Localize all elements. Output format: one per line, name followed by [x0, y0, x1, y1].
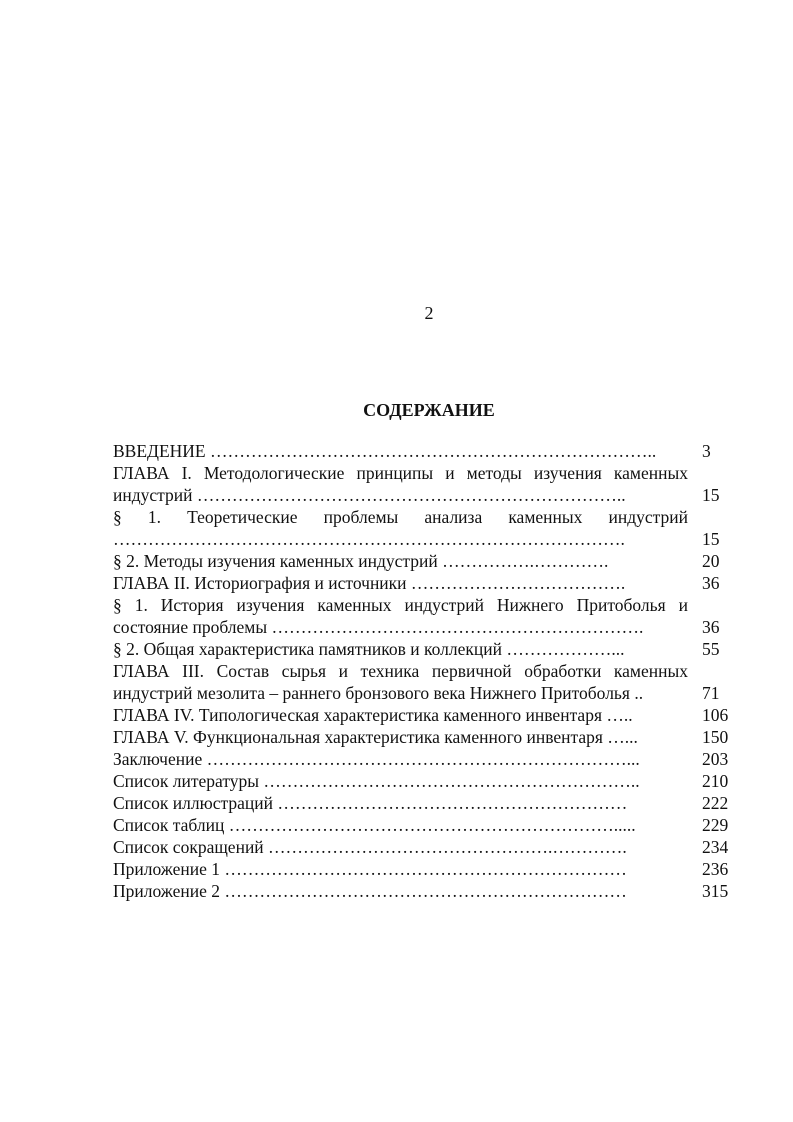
toc-entry-page: 36	[702, 573, 720, 593]
toc-entry-title: …………………………………………………………………………….	[113, 529, 625, 549]
page-number: 2	[424, 303, 434, 323]
toc-entry	[113, 660, 733, 682]
toc-entry-page: 203	[702, 749, 729, 769]
toc-entry-title: Список сокращений ………………………………………….………….	[113, 837, 627, 857]
toc-entry	[113, 484, 733, 506]
toc-entry	[113, 638, 733, 660]
toc-entry-page: 15	[702, 485, 720, 505]
toc-entry-page: 315	[702, 881, 729, 901]
toc-entry-title: ВВЕДЕНИЕ …………………………………………………………………..	[113, 441, 657, 461]
toc-entry	[113, 858, 733, 880]
toc-entry	[113, 880, 733, 902]
toc-heading: СОДЕРЖАНИЕ	[363, 400, 495, 420]
toc-entry	[113, 836, 733, 858]
toc-entry	[113, 726, 733, 748]
toc-entry	[113, 792, 733, 814]
toc-entry-page: 236	[702, 859, 729, 879]
toc-entry-page: 3	[702, 441, 711, 461]
table-of-contents	[113, 440, 733, 902]
toc-entry-title: индустрий ………………………………………………………………..	[113, 485, 626, 505]
toc-entry-page: 150	[702, 727, 729, 747]
toc-entry-title: Список таблиц ………………………………………………………….....	[113, 815, 636, 835]
toc-entry-title: Заключение ………………………………………………………………...	[113, 749, 640, 769]
toc-entry	[113, 594, 733, 616]
toc-entry-title: § 2. Общая характеристика памятников и коллекций ………………...	[113, 639, 625, 659]
toc-entry-title: индустрий мезолита – раннего бронзового века Нижнего Притоболья ..	[113, 683, 644, 703]
toc-entry-title: § 1. История изучения каменных индустрий Нижнего Притоболья и	[113, 595, 688, 615]
toc-entry-title: § 1. Теоретические проблемы анализа каменных индустрий	[113, 507, 688, 527]
toc-entry	[113, 814, 733, 836]
toc-entry	[113, 704, 733, 726]
toc-entry-title: ГЛАВА II. Историография и источники ……………………………….	[113, 573, 626, 593]
toc-entry-page: 20	[702, 551, 720, 571]
toc-entry-title: Приложение 2 ……………………………………………………………	[113, 881, 627, 901]
toc-entry-page: 106	[702, 705, 729, 725]
toc-entry-title: ГЛАВА V. Функциональная характеристика каменного инвентаря …...	[113, 727, 638, 747]
toc-entry-page: 55	[702, 639, 720, 659]
toc-entry-title: Список иллюстраций ……………………………………………………	[113, 793, 628, 813]
toc-entry-page: 210	[702, 771, 729, 791]
toc-entry	[113, 748, 733, 770]
toc-entry-page: 222	[702, 793, 729, 813]
toc-entry-page: 15	[702, 529, 720, 549]
toc-entry-title: состояние проблемы ……………………………………………………….	[113, 617, 644, 637]
toc-entry-page: 229	[702, 815, 729, 835]
toc-entry-page: 36	[702, 617, 720, 637]
toc-entry	[113, 616, 733, 638]
toc-entry-title: Приложение 1 ……………………………………………………………	[113, 859, 627, 879]
toc-entry-page: 71	[702, 683, 720, 703]
toc-entry	[113, 550, 733, 572]
toc-entry-title: Список литературы ………………………………………………………..	[113, 771, 640, 791]
toc-entry-title: ГЛАВА IV. Типологическая характеристика каменного инвентаря …..	[113, 705, 633, 725]
toc-entry	[113, 506, 733, 528]
toc-entry	[113, 682, 733, 704]
toc-entry-title: ГЛАВА I. Методологические принципы и методы изучения каменных	[113, 463, 688, 483]
toc-entry	[113, 528, 733, 550]
toc-entry-title: § 2. Методы изучения каменных индустрий …………….………….	[113, 551, 609, 571]
toc-entry	[113, 440, 733, 462]
toc-entry	[113, 770, 733, 792]
toc-entry-title: ГЛАВА III. Состав сырья и техника первичной обработки каменных	[113, 661, 688, 681]
toc-entry	[113, 572, 733, 594]
toc-entry-page: 234	[702, 837, 729, 857]
toc-entry	[113, 462, 733, 484]
